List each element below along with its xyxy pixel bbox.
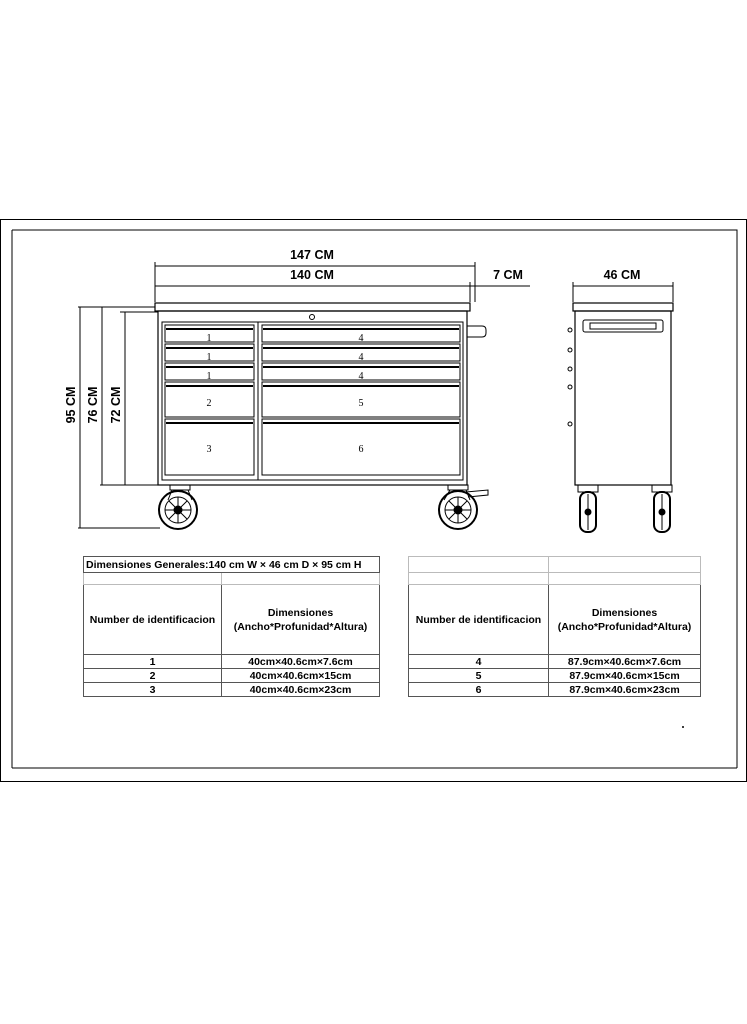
table-row-id: 6 [409,683,549,697]
dimensions-table-left [83,556,380,697]
total-width-label: 147 CM [290,248,334,262]
drawer-label: 2 [206,398,212,409]
dimensions-header-title: Dimensiones [267,606,334,619]
general-dimensions: Dimensiones Generales:140 cm W × 46 cm D × 95 cm H [84,557,380,573]
dot-mark [682,726,684,728]
drawer-label: 4 [358,371,364,382]
table-row-dims: 40cm×40.6cm×23cm [222,683,380,697]
body-width-label: 140 CM [290,268,334,282]
dimensions-header [222,585,380,655]
table-row-id: 1 [84,655,222,669]
dimensions-table-right [408,556,701,697]
id-header: Number de identificacion [84,585,222,655]
drawer-label: 5 [358,398,364,409]
mid-height-label: 76 CM [86,386,100,424]
dimensions-header-title: Dimensiones [591,606,658,619]
outer-frame [1,220,747,782]
drawer-label: 6 [358,444,364,455]
dimensions-header-subtitle: (Ancho*Profunidad*Altura) [233,620,368,633]
table-row-id: 4 [409,655,549,669]
total-height-label: 95 CM [64,386,78,424]
table-row-dims: 40cm×40.6cm×7.6cm [222,655,380,669]
handle-extension-label: 7 CM [493,268,523,282]
table-row-dims: 40cm×40.6cm×15cm [222,669,380,683]
drawer-label: 3 [206,444,212,455]
table-row-dims: 87.9cm×40.6cm×23cm [549,683,701,697]
body-height-label: 72 CM [109,386,123,424]
depth-label: 46 CM [603,268,641,282]
id-header: Number de identificacion [409,585,549,655]
side-view [568,282,673,532]
drawer-label: 1 [206,333,212,344]
table-row-id: 3 [84,683,222,697]
table-row-dims: 87.9cm×40.6cm×15cm [549,669,701,683]
table-row-id: 2 [84,669,222,683]
drawer-label: 4 [358,333,364,344]
table-row-dims: 87.9cm×40.6cm×7.6cm [549,655,701,669]
table-row-id: 5 [409,669,549,683]
dimensions-header-subtitle: (Ancho*Profunidad*Altura) [557,620,692,633]
drawer-label: 4 [358,352,364,363]
dimensions-header [549,585,701,655]
drawer-label: 1 [206,371,212,382]
drawer-label: 1 [206,352,212,363]
front-view [78,262,530,529]
